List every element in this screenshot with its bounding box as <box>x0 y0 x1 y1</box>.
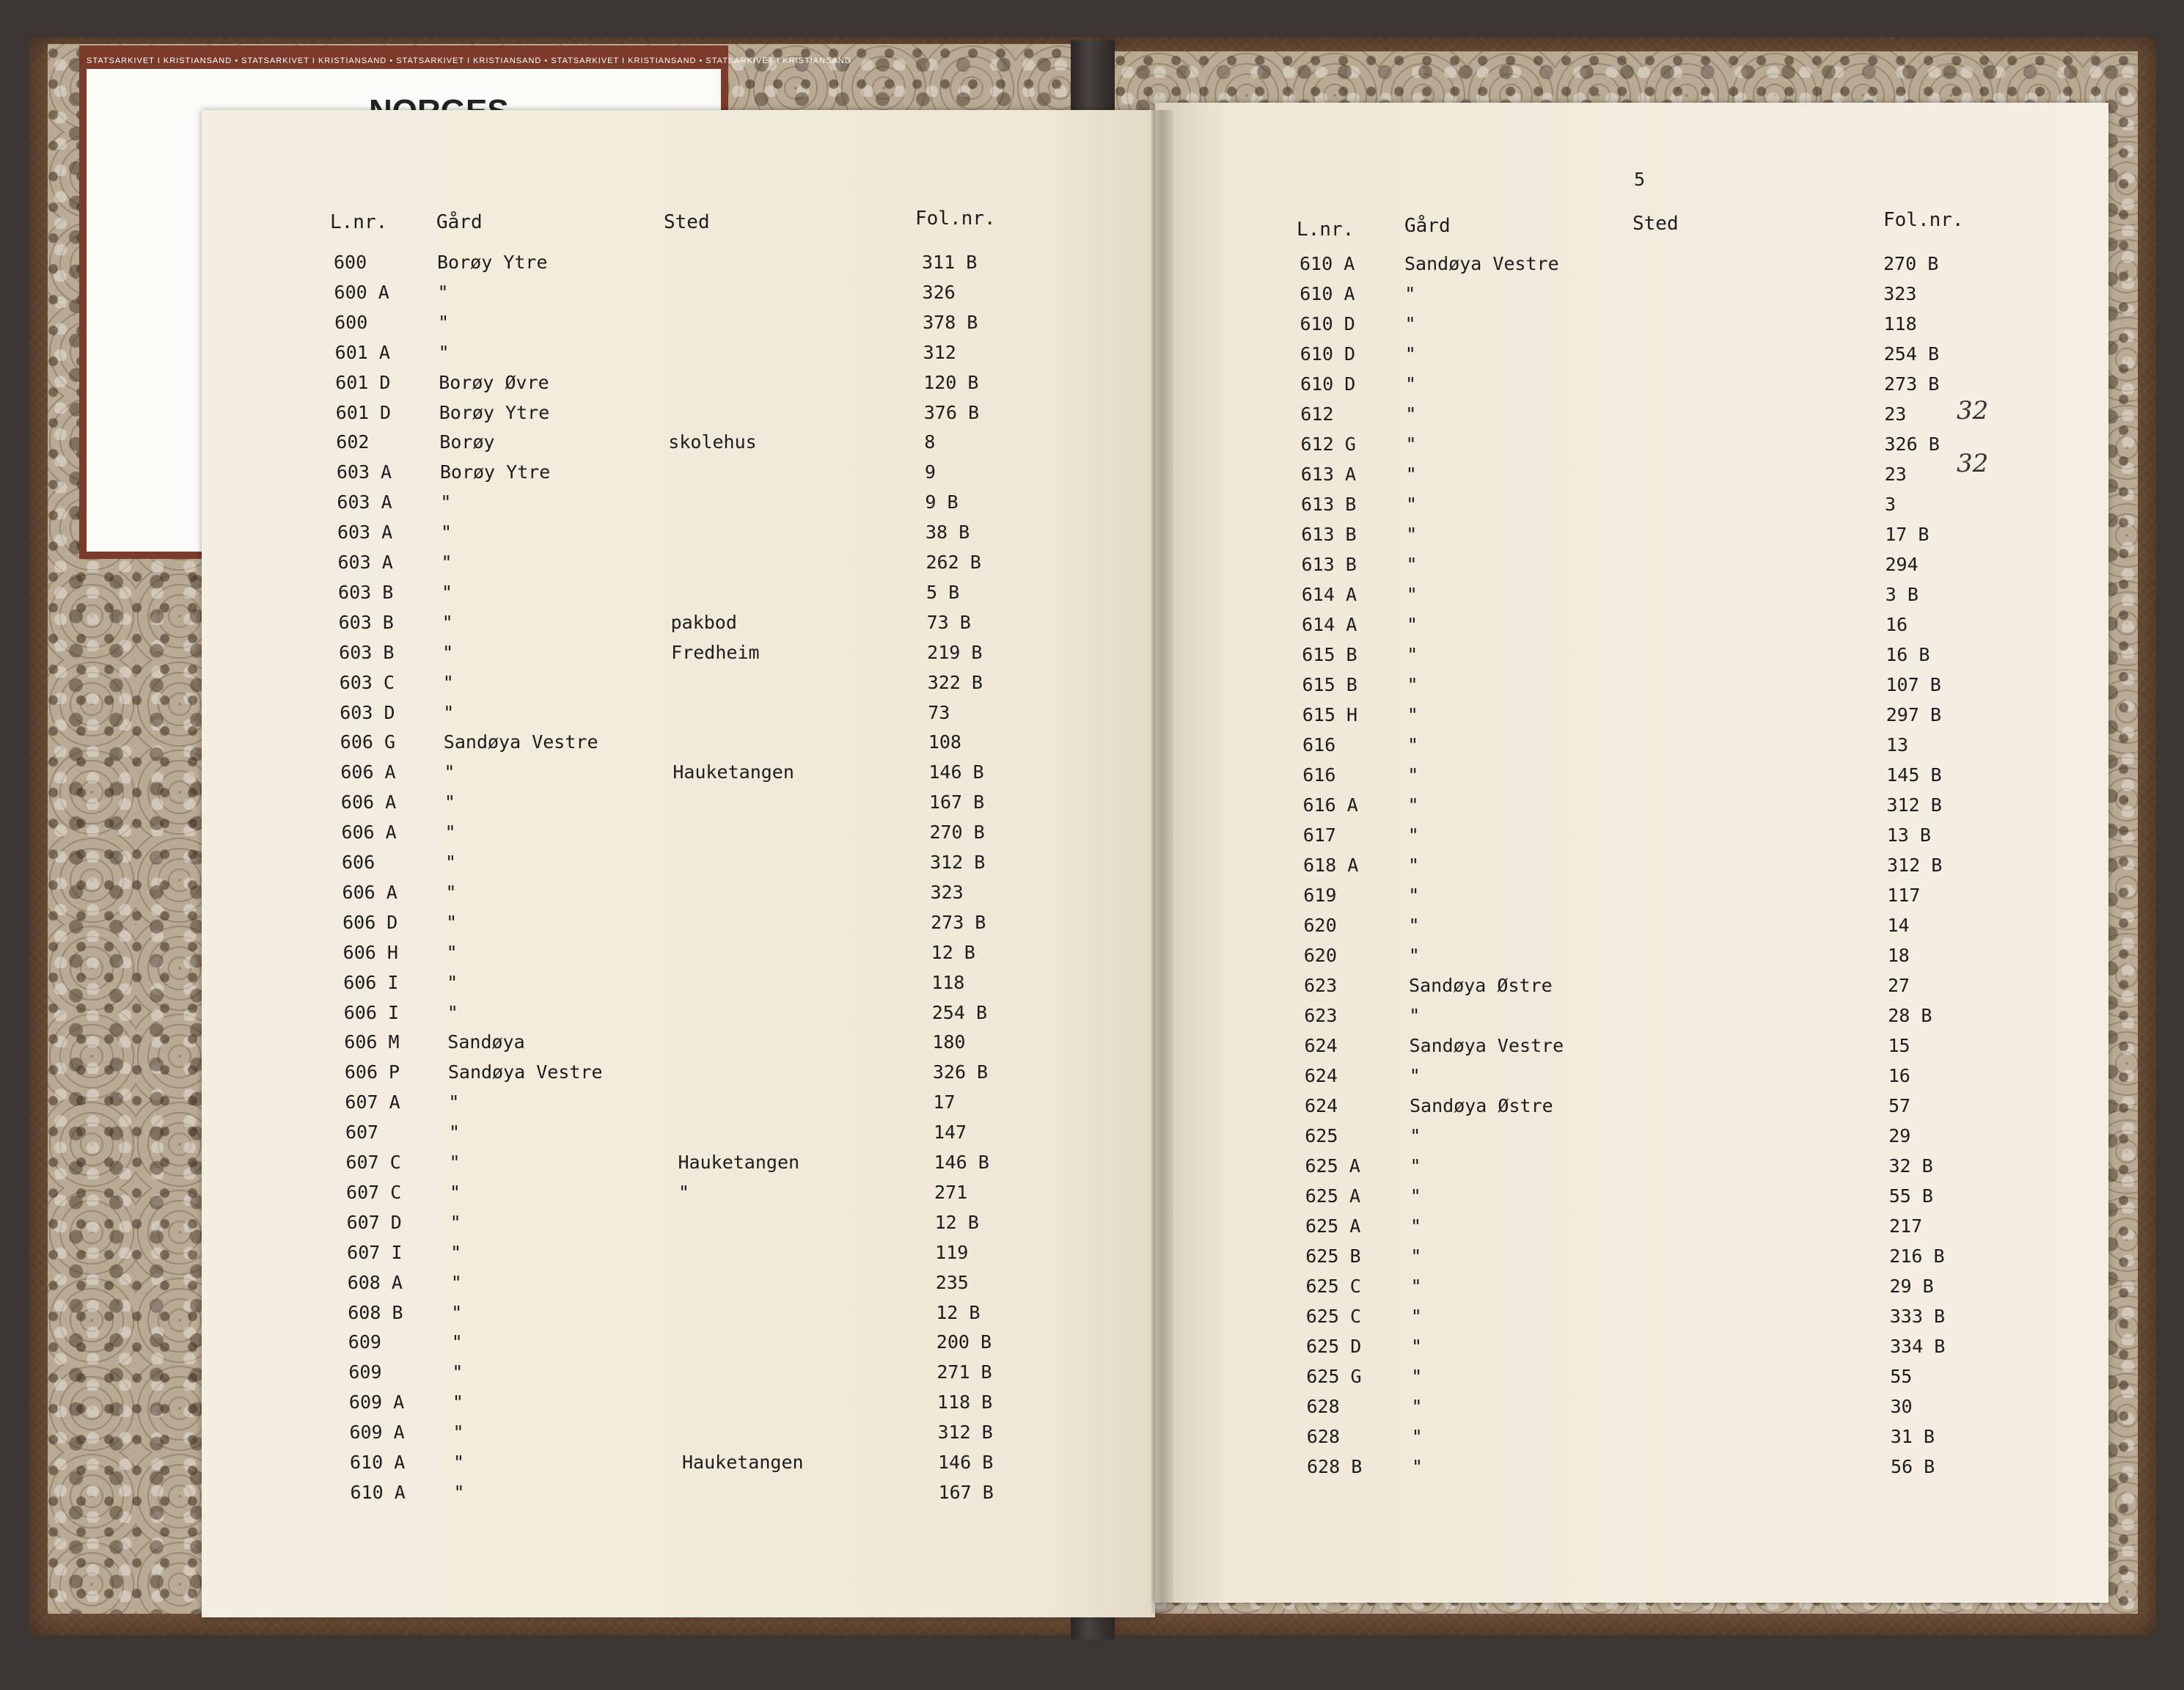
ledger-cell-fol: 17 <box>933 1091 956 1113</box>
left-header-sted: Sted <box>664 211 710 233</box>
ledger-cell-gard: Borøy Øvre <box>439 371 549 393</box>
ledger-cell-fol: 118 <box>931 971 965 993</box>
ledger-cell-lnr: 606 D <box>342 911 398 933</box>
ledger-cell-fol: 326 B <box>932 1061 989 1083</box>
ledger-cell-gard: " <box>1407 674 1418 695</box>
ledger-cell-lnr: 603 C <box>339 671 395 693</box>
ledger-cell-gard: " <box>1405 373 1417 395</box>
ledger-cell-lnr: 613 B <box>1301 524 1357 545</box>
ledger-cell-lnr: 610 A <box>350 1481 406 1503</box>
ledger-cell-gard: " <box>451 1331 463 1353</box>
ledger-cell-sted: " <box>678 1181 690 1203</box>
ledger-cell-lnr: 625 B <box>1305 1245 1361 1267</box>
ledger-cell-lnr: 606 A <box>341 822 397 844</box>
ledger-cell-lnr: 620 <box>1303 945 1337 966</box>
ledger-cell-fol: 29 <box>1888 1125 1911 1146</box>
ledger-cell-fol: 3 <box>1885 494 1897 515</box>
ledger-cell-gard: " <box>452 1391 463 1413</box>
ledger-cell-fol: 118 <box>1883 313 1917 334</box>
ledger-cell-lnr: 608 A <box>347 1271 403 1293</box>
ledger-cell-fol: 262 B <box>926 552 981 573</box>
ledger-cell-gard: Sandøya Vestre <box>1409 1035 1564 1056</box>
ledger-cell-lnr: 603 A <box>337 552 393 573</box>
ledger-cell-fol: 3 B <box>1885 584 1919 605</box>
left-header-gard: Gård <box>436 211 483 233</box>
ledger-cell-gard: " <box>1406 494 1418 515</box>
ledger-cell-fol: 118 B <box>937 1391 993 1413</box>
ledger-cell-lnr: 610 D <box>1300 373 1356 395</box>
ledger-cell-gard: " <box>1408 915 1420 936</box>
ledger-cell-gard: " <box>452 1422 464 1444</box>
ledger-cell-lnr: 609 <box>348 1331 381 1353</box>
ledger-cell-gard: " <box>1410 1215 1422 1237</box>
ledger-cell-lnr: 610 D <box>1300 313 1355 334</box>
ledger-cell-lnr: 603 B <box>338 611 394 633</box>
ledger-cell-sted: Hauketangen <box>678 1152 800 1173</box>
ledger-cell-lnr: 602 <box>336 431 370 453</box>
ledger-cell-gard: " <box>1407 644 1418 665</box>
ledger-cell-lnr: 612 <box>1300 403 1334 425</box>
ledger-cell-fol: 55 B <box>1888 1185 1933 1207</box>
ledger-cell-fol: 216 B <box>1889 1245 1945 1267</box>
ledger-cell-fol: 146 B <box>938 1452 994 1473</box>
ledger-cell-fol: 376 B <box>923 401 980 423</box>
ledger-cell-fol: 294 <box>1885 554 1919 575</box>
ledger-cell-gard: " <box>441 611 453 633</box>
ledger-cell-lnr: 610 A <box>1300 253 1355 274</box>
ledger-cell-fol: 73 <box>928 701 950 723</box>
right-page <box>1155 103 2108 1603</box>
ledger-cell-gard: " <box>1408 855 1420 876</box>
ledger-cell-lnr: 624 <box>1304 1065 1338 1086</box>
ledger-cell-gard: " <box>1404 343 1416 365</box>
ledger-cell-gard: " <box>450 1241 462 1263</box>
ledger-cell-fol: 219 B <box>927 641 983 663</box>
ledger-cell-fol: 271 <box>934 1181 968 1203</box>
ledger-cell-fol: 334 B <box>1890 1336 1946 1357</box>
ledger-cell-gard: " <box>453 1452 465 1473</box>
ledger-cell-gard: " <box>448 1122 460 1144</box>
handwritten-note: 32 <box>1957 396 1989 425</box>
ledger-cell-gard: " <box>447 971 458 993</box>
ledger-cell-fol: 146 B <box>934 1152 989 1173</box>
ledger-cell-gard: " <box>1410 1155 1421 1177</box>
ledger-cell-lnr: 614 A <box>1301 584 1357 605</box>
ledger-cell-lnr: 609 <box>348 1361 382 1383</box>
left-header-lnr: L.nr. <box>330 211 388 233</box>
ledger-cell-fol: 271 B <box>937 1361 992 1383</box>
ledger-cell-lnr: 618 A <box>1303 855 1359 876</box>
ledger-cell-sted: skolehus <box>668 431 757 453</box>
ledger-cell-fol: 30 <box>1890 1396 1913 1417</box>
ledger-cell-gard: " <box>447 1001 458 1023</box>
ledger-cell-lnr: 607 A <box>345 1091 400 1113</box>
ledger-cell-fol: 108 <box>928 731 961 753</box>
ledger-cell-lnr: 625 A <box>1305 1155 1360 1177</box>
ledger-cell-gard: Sandøya Vestre <box>1404 253 1559 274</box>
ledger-cell-fol: 12 B <box>936 1301 981 1323</box>
ledger-cell-gard: " <box>443 701 455 723</box>
ledger-cell-fol: 180 <box>932 1031 966 1053</box>
ledger-cell-lnr: 625 <box>1305 1125 1338 1146</box>
handwritten-note: 32 <box>1957 449 1989 478</box>
ledger-cell-gard: Sandøya Østre <box>1410 1095 1553 1116</box>
ledger-cell-lnr: 601 A <box>334 341 390 363</box>
ledger-cell-fol: 38 B <box>925 522 970 544</box>
ledger-cell-gard: " <box>441 581 453 603</box>
ledger-cell-fol: 12 B <box>934 1211 979 1233</box>
ledger-cell-gard: " <box>1408 885 1420 906</box>
ledger-cell-gard: " <box>1409 1065 1421 1086</box>
ledger-cell-fol: 16 <box>1888 1065 1910 1086</box>
ledger-cell-gard: Sandøya <box>447 1031 525 1053</box>
ledger-cell-gard: " <box>1411 1426 1423 1447</box>
ledger-cell-gard: " <box>444 791 455 813</box>
ledger-cell-lnr: 609 A <box>348 1391 405 1413</box>
ledger-cell-fol: 326 B <box>1884 434 1940 455</box>
ledger-cell-gard: " <box>1411 1336 1423 1357</box>
page-number: 5 <box>1634 169 1646 190</box>
ledger-cell-gard: " <box>1404 283 1416 304</box>
ledger-cell-gard: " <box>1410 1125 1421 1146</box>
ledger-cell-gard: " <box>451 1301 463 1323</box>
ledger-cell-lnr: 625 A <box>1305 1185 1361 1207</box>
ledger-cell-gard: " <box>1406 524 1418 545</box>
ledger-cell-lnr: 601 D <box>335 371 391 393</box>
ledger-cell-gard: " <box>1410 1245 1422 1267</box>
ledger-cell-lnr: 617 <box>1302 824 1336 846</box>
ledger-cell-gard: Sandøya Vestre <box>443 731 598 753</box>
ledger-cell-lnr: 610 A <box>350 1452 406 1473</box>
ledger-cell-gard: " <box>438 311 450 333</box>
ledger-cell-fol: 235 <box>935 1271 969 1293</box>
ledger-cell-fol: 146 B <box>928 761 984 783</box>
ledger-cell-fol: 17 B <box>1885 524 1930 545</box>
ledger-cell-gard: " <box>1407 734 1419 756</box>
ledger-cell-lnr: 603 A <box>337 522 393 544</box>
ledger-cell-gard: " <box>446 941 458 963</box>
ledger-cell-lnr: 606 I <box>343 1001 400 1023</box>
ledger-cell-lnr: 600 <box>334 311 368 333</box>
ledger-cell-fol: 13 B <box>1886 824 1931 846</box>
ledger-cell-fol: 254 B <box>931 1001 988 1023</box>
ledger-cell-gard: " <box>1404 313 1416 334</box>
ledger-cell-gard: " <box>1407 704 1418 725</box>
ledger-cell-gard: Borøy <box>439 431 495 453</box>
ledger-cell-lnr: 610 A <box>1300 283 1355 304</box>
ledger-cell-gard: " <box>450 1271 462 1293</box>
ledger-cell-sted: Hauketangen <box>682 1452 804 1473</box>
right-header-gard: Gård <box>1404 215 1451 237</box>
ledger-cell-fol: 28 B <box>1888 1005 1932 1026</box>
ledger-cell-fol: 23 <box>1884 464 1907 485</box>
ledger-cell-lnr: 603 B <box>338 581 394 603</box>
ledger-cell-gard: " <box>1407 794 1419 816</box>
ledger-cell-lnr: 612 G <box>1300 434 1356 455</box>
ledger-cell-fol: 323 <box>930 881 964 903</box>
ledger-cell-fol: 326 <box>922 281 956 303</box>
ledger-cell-lnr: 608 B <box>348 1301 403 1323</box>
ledger-cell-gard: " <box>445 852 457 873</box>
ledger-cell-lnr: 606 P <box>344 1061 400 1083</box>
ledger-cell-fol: 312 B <box>1886 794 1942 816</box>
ledger-cell-gard: " <box>1410 1276 1422 1297</box>
ledger-cell-lnr: 613 B <box>1301 494 1357 515</box>
ledger-cell-lnr: 625 C <box>1305 1306 1362 1327</box>
ledger-cell-fol: 312 B <box>930 852 986 873</box>
ledger-cell-lnr: 620 <box>1303 915 1337 936</box>
ledger-cell-gard: " <box>1411 1396 1423 1417</box>
page-gutter <box>1151 110 1173 1614</box>
ledger-cell-gard: " <box>450 1211 461 1233</box>
ledger-cell-gard: Borøy Ytre <box>437 252 548 273</box>
ledger-cell-fol: 73 B <box>926 611 971 633</box>
ledger-cell-gard: " <box>1405 464 1417 485</box>
ledger-cell-fol: 273 B <box>1884 373 1940 395</box>
ledger-cell-fol: 9 B <box>925 491 959 513</box>
ledger-cell-fol: 200 B <box>936 1331 992 1353</box>
ledger-cell-lnr: 607 C <box>345 1152 401 1173</box>
ledger-cell-fol: 57 <box>1888 1095 1911 1116</box>
right-header-sted: Sted <box>1632 213 1679 235</box>
left-header-folnr: Fol.nr. <box>915 208 996 230</box>
ledger-cell-gard: " <box>1408 945 1420 966</box>
ledger-cell-gard: " <box>1410 1185 1421 1207</box>
ledger-cell-gard: Borøy Ytre <box>439 401 550 423</box>
ledger-cell-lnr: 600 A <box>334 281 389 303</box>
ledger-cell-lnr: 606 H <box>342 941 398 963</box>
ledger-cell-fol: 31 B <box>1890 1426 1935 1447</box>
ledger-cell-fol: 15 <box>1888 1035 1910 1056</box>
ledger-cell-fol: 12 B <box>931 941 975 963</box>
ledger-cell-lnr: 625 C <box>1305 1276 1361 1297</box>
archive-label-band: STATSARKIVET I KRISTIANSAND • STATSARKIVET I KRISTIANSAND • STATSARKIVET I KRISTIANSAND • STATSARKIVET I KRISTIANSAND • STATSARKIVET I KRISTIANSAND <box>87 53 721 69</box>
ledger-cell-fol: 56 B <box>1891 1456 1935 1477</box>
ledger-cell-sted: Fredheim <box>671 641 760 663</box>
ledger-cell-fol: 273 B <box>931 911 986 933</box>
ledger-cell-fol: 270 B <box>929 822 985 844</box>
ledger-cell-fol: 14 <box>1887 915 1910 936</box>
ledger-cell-lnr: 601 D <box>335 401 392 423</box>
ledger-cell-fol: 167 B <box>928 791 985 813</box>
ledger-cell-lnr: 603 D <box>340 701 395 723</box>
ledger-cell-lnr: 606 M <box>344 1031 400 1053</box>
ledger-cell-gard: " <box>1410 1306 1422 1327</box>
ledger-cell-fol: 16 B <box>1886 644 1930 665</box>
ledger-cell-lnr: 606 G <box>340 731 396 753</box>
ledger-cell-gard: " <box>1407 764 1419 786</box>
ledger-cell-gard: " <box>444 822 456 844</box>
ledger-cell-lnr: 628 <box>1306 1426 1340 1447</box>
ledger-cell-lnr: 625 G <box>1306 1366 1362 1387</box>
ledger-cell-fol: 120 B <box>923 371 979 393</box>
ledger-cell-lnr: 625 D <box>1306 1336 1362 1357</box>
ledger-cell-gard: " <box>449 1152 461 1173</box>
ledger-cell-fol: 29 B <box>1889 1276 1934 1297</box>
ledger-cell-sted: Hauketangen <box>673 761 794 783</box>
ledger-cell-gard: " <box>440 491 452 513</box>
ledger-cell-gard: " <box>437 281 449 303</box>
ledger-cell-lnr: 614 A <box>1302 614 1357 635</box>
ledger-cell-fol: 167 B <box>938 1481 994 1503</box>
ledger-cell-lnr: 609 A <box>349 1422 405 1444</box>
ledger-cell-gard: " <box>440 522 452 544</box>
ledger-cell-gard: " <box>1407 824 1419 846</box>
ledger-cell-lnr: 628 B <box>1307 1456 1363 1477</box>
ledger-cell-lnr: 606 A <box>340 791 397 813</box>
ledger-cell-fol: 18 <box>1887 945 1910 966</box>
ledger-cell-fol: 378 B <box>923 311 978 333</box>
ledger-cell-lnr: 613 B <box>1301 554 1357 575</box>
ledger-cell-fol: 254 B <box>1883 343 1940 365</box>
ledger-cell-sted: pakbod <box>670 611 737 633</box>
ledger-cell-fol: 27 <box>1888 975 1910 996</box>
ledger-cell-lnr: 624 <box>1304 1035 1338 1056</box>
ledger-cell-lnr: 616 <box>1302 764 1336 786</box>
ledger-cell-fol: 23 <box>1884 403 1907 425</box>
ledger-cell-fol: 311 B <box>922 252 978 273</box>
ledger-cell-lnr: 603 A <box>337 491 392 513</box>
ledger-cell-lnr: 616 <box>1302 734 1336 756</box>
ledger-cell-fol: 145 B <box>1886 764 1942 786</box>
ledger-cell-fol: 270 B <box>1883 253 1939 274</box>
ledger-cell-lnr: 607 <box>345 1122 379 1144</box>
right-header-lnr: L.nr. <box>1297 219 1355 241</box>
ledger-cell-gard: " <box>1406 584 1418 605</box>
ledger-cell-gard: " <box>444 761 455 783</box>
ledger-cell-lnr: 613 A <box>1300 464 1357 485</box>
ledger-cell-fol: 147 <box>933 1122 967 1144</box>
ledger-cell-fol: 5 B <box>926 581 960 603</box>
ledger-cell-fol: 107 B <box>1886 674 1941 695</box>
ledger-cell-lnr: 607 C <box>346 1181 402 1203</box>
ledger-cell-fol: 322 B <box>927 671 983 693</box>
right-header-folnr: Fol.nr. <box>1883 209 1964 231</box>
ledger-cell-gard: " <box>1411 1366 1423 1387</box>
ledger-cell-lnr: 615 B <box>1302 674 1357 695</box>
ledger-cell-lnr: 603 A <box>336 461 392 483</box>
ledger-cell-fol: 333 B <box>1889 1306 1946 1327</box>
ledger-cell-lnr: 624 <box>1305 1095 1338 1116</box>
ledger-cell-gard: " <box>446 911 458 933</box>
ledger-cell-lnr: 600 <box>334 252 367 273</box>
ledger-cell-lnr: 606 <box>342 852 375 873</box>
ledger-cell-lnr: 619 <box>1303 885 1337 906</box>
ledger-cell-fol: 312 B <box>1887 855 1943 876</box>
ledger-cell-lnr: 607 I <box>347 1241 403 1263</box>
ledger-cell-gard: " <box>1405 434 1417 455</box>
ledger-cell-lnr: 625 A <box>1305 1215 1361 1237</box>
ledger-cell-lnr: 603 B <box>339 641 395 663</box>
ledger-cell-fol: 32 B <box>1888 1155 1933 1177</box>
ledger-cell-lnr: 610 D <box>1300 343 1356 365</box>
ledger-cell-gard: " <box>450 1181 461 1203</box>
ledger-cell-gard: " <box>445 881 457 903</box>
ledger-cell-lnr: 615 B <box>1302 644 1357 665</box>
ledger-cell-fol: 119 <box>935 1241 969 1263</box>
ledger-cell-gard: " <box>1405 403 1417 425</box>
ledger-cell-gard: " <box>442 671 454 693</box>
ledger-cell-fol: 55 <box>1890 1366 1913 1387</box>
ledger-cell-gard: " <box>1412 1456 1423 1477</box>
ledger-cell-gard: " <box>453 1481 465 1503</box>
ledger-cell-lnr: 628 <box>1306 1396 1340 1417</box>
ledger-cell-lnr: 607 D <box>346 1211 402 1233</box>
ledger-cell-fol: 8 <box>924 431 936 453</box>
ledger-cell-lnr: 606 A <box>342 881 397 903</box>
ledger-cell-fol: 217 <box>1889 1215 1923 1237</box>
ledger-cell-gard: " <box>448 1091 460 1113</box>
ledger-cell-fol: 312 <box>923 341 956 363</box>
ledger-cell-gard: Sandøya Vestre <box>447 1061 603 1083</box>
ledger-cell-gard: " <box>442 641 454 663</box>
ledger-cell-gard: " <box>1407 614 1418 635</box>
ledger-cell-gard: Borøy Ytre <box>439 461 551 483</box>
ledger-cell-lnr: 606 I <box>343 971 399 993</box>
ledger-cell-fol: 16 <box>1886 614 1908 635</box>
ledger-cell-lnr: 606 A <box>340 761 396 783</box>
ledger-cell-fol: 323 <box>1883 283 1917 304</box>
ledger-cell-fol: 297 B <box>1886 704 1942 725</box>
ledger-cell-fol: 312 B <box>937 1422 993 1444</box>
ledger-cell-fol: 13 <box>1886 734 1909 756</box>
ledger-cell-fol: 117 <box>1887 885 1921 906</box>
ledger-cell-gard: " <box>452 1361 463 1383</box>
ledger-cell-lnr: 615 H <box>1302 704 1358 725</box>
ledger-cell-gard: " <box>1409 1005 1421 1026</box>
ledger-cell-lnr: 616 A <box>1302 794 1358 816</box>
ledger-cell-gard: " <box>1406 554 1418 575</box>
ledger-cell-gard: " <box>441 552 452 573</box>
ledger-cell-fol: 9 <box>924 461 936 483</box>
ledger-cell-gard: Sandøya Østre <box>1409 975 1553 996</box>
ledger-cell-lnr: 623 <box>1304 1005 1338 1026</box>
ledger-cell-lnr: 623 <box>1304 975 1338 996</box>
ledger-cell-gard: " <box>438 341 450 363</box>
